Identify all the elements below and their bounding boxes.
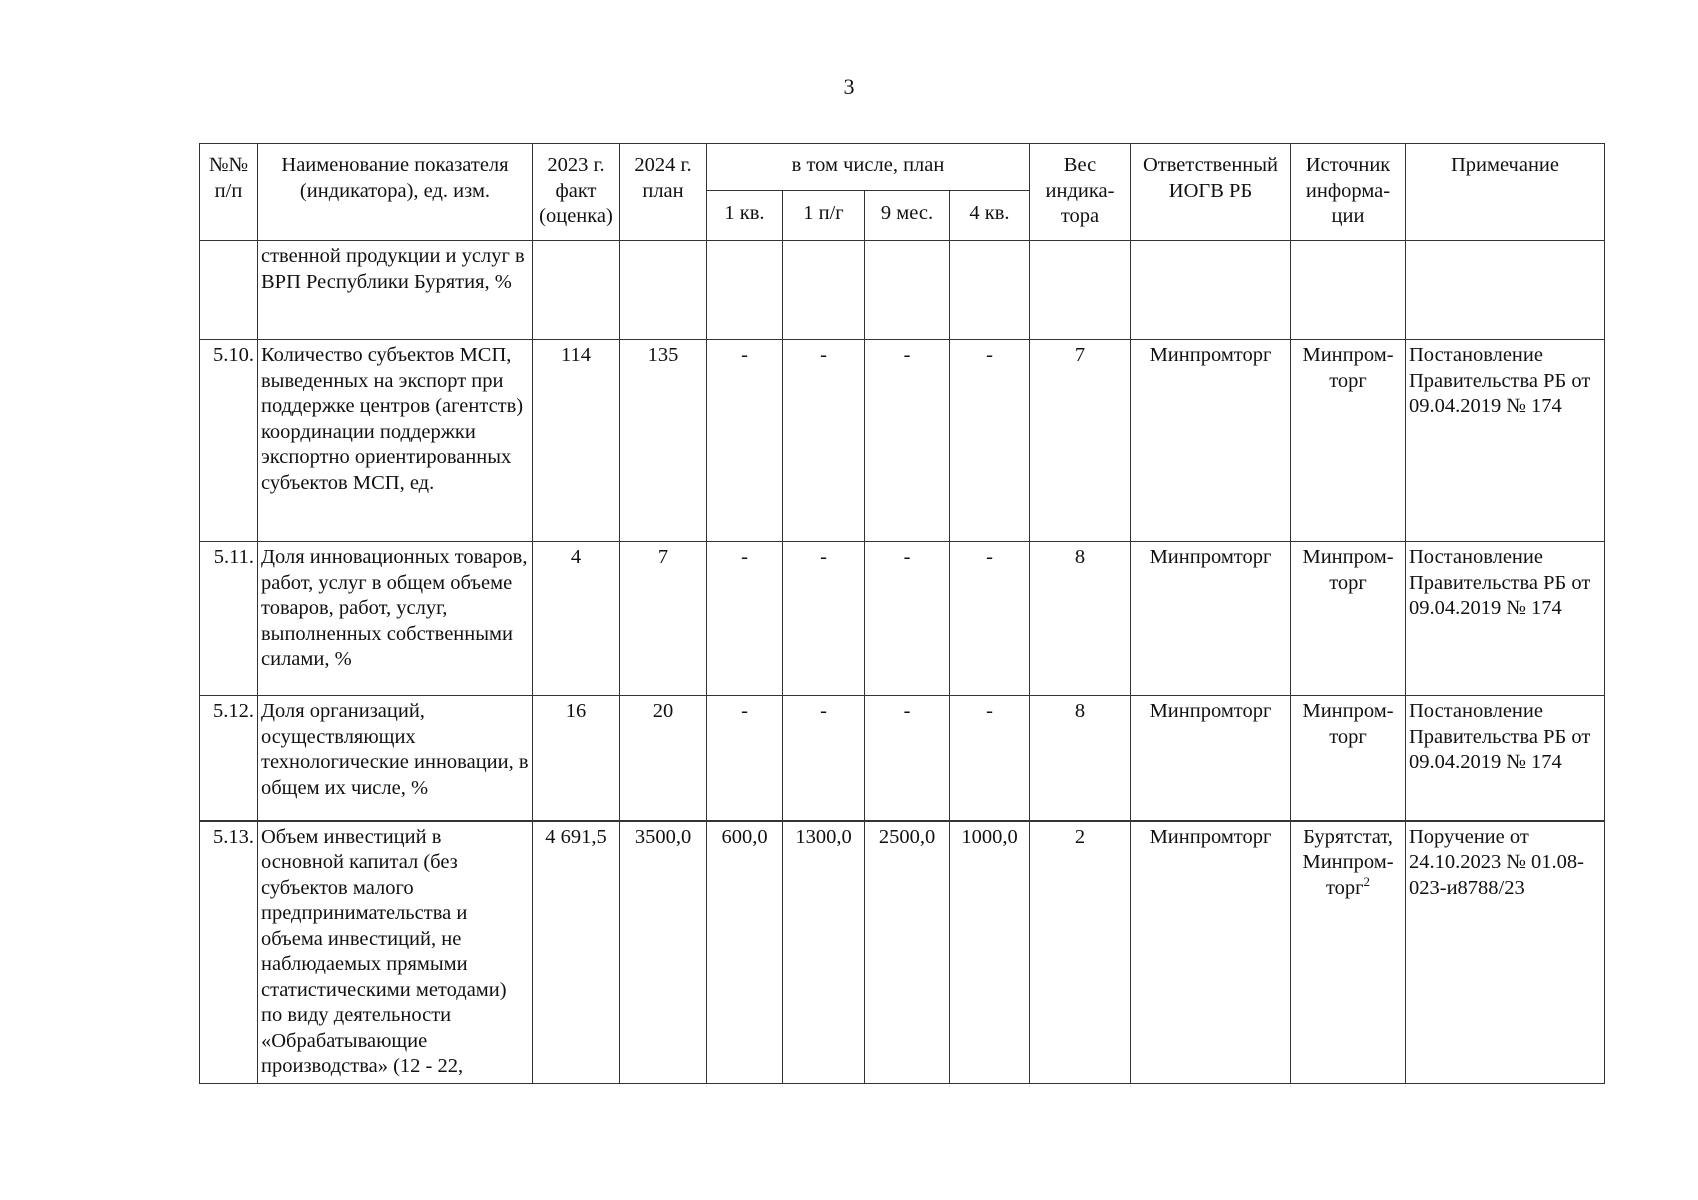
cell-name: Количество субъектов МСП, выведенных на экспорт при поддержке центров (агентств) координации поддержки экспортно ориентированных субъектов МСП, ед. bbox=[258, 340, 533, 542]
cell-weight bbox=[1030, 241, 1131, 340]
header-responsible: Ответственный ИОГВ РБ bbox=[1131, 144, 1291, 241]
cell-num: 5.13. bbox=[200, 821, 258, 1084]
page-number: 3 bbox=[843, 74, 855, 99]
cell-name: Доля инновационных товаров, работ, услуг в общем объеме товаров, работ, услуг, выполненных собственными силами, % bbox=[258, 542, 533, 696]
cell-q1: 600,0 bbox=[707, 821, 783, 1084]
table-row bbox=[200, 340, 1605, 542]
header-q1: 1 кв. bbox=[707, 191, 783, 241]
header-2023: 2023 г. факт (оценка) bbox=[533, 144, 620, 241]
cell-source: Минпром-торг bbox=[1291, 696, 1406, 821]
cell-q1: - bbox=[707, 542, 783, 696]
cell-2024: 135 bbox=[620, 340, 707, 542]
cell-note: Постановление Правительства РБ от 09.04.2019 № 174 bbox=[1406, 542, 1605, 696]
cell-2023 bbox=[533, 241, 620, 340]
cell-9m: 2500,0 bbox=[865, 821, 950, 1084]
table-row bbox=[200, 696, 1605, 821]
cell-2023: 4 691,5 bbox=[533, 821, 620, 1084]
header-name: Наименование показателя (индикатора), ед. изм. bbox=[258, 144, 533, 241]
cell-q4: 1000,0 bbox=[950, 821, 1030, 1084]
cell-2024: 20 bbox=[620, 696, 707, 821]
cell-num: 5.11. bbox=[200, 542, 258, 696]
header-plan-group: в том числе, план bbox=[707, 144, 1030, 191]
cell-q4: - bbox=[950, 340, 1030, 542]
header-q4: 4 кв. bbox=[950, 191, 1030, 241]
header-note: Примечание bbox=[1406, 144, 1605, 241]
header-h1: 1 п/г bbox=[783, 191, 865, 241]
table-header bbox=[200, 144, 1605, 241]
cell-9m: - bbox=[865, 696, 950, 821]
table-row bbox=[200, 542, 1605, 696]
cell-q4: - bbox=[950, 542, 1030, 696]
cell-note: Поручение от 24.10.2023 № 01.08-023-и8788/23 bbox=[1406, 821, 1605, 1084]
cell-name: Объем инвестиций в основной капитал (без субъектов малого предпринимательства и объема инвестиций, не наблюдаемых прямыми статистическими методами) по виду деятельности «Обрабатывающие производства» (12 - 22, bbox=[258, 821, 533, 1084]
indicators-table bbox=[199, 143, 1605, 1084]
cell-9m bbox=[865, 241, 950, 340]
header-2024: 2024 г. план bbox=[620, 144, 707, 241]
cell-q1: - bbox=[707, 340, 783, 542]
cell-responsible: Минпромторг bbox=[1131, 696, 1291, 821]
cell-source-text: Бурятстат, Минпром-торг bbox=[1302, 825, 1394, 899]
cell-source bbox=[1291, 821, 1406, 1084]
header-num: №№ п/п bbox=[200, 144, 258, 241]
header-source: Источник информа-ции bbox=[1291, 144, 1406, 241]
cell-h1: - bbox=[783, 696, 865, 821]
cell-num: 5.10. bbox=[200, 340, 258, 542]
cell-source bbox=[1291, 241, 1406, 340]
cell-weight: 8 bbox=[1030, 542, 1131, 696]
cell-name: Доля организаций, осуществляющих технологические инновации, в общем их числе, % bbox=[258, 696, 533, 821]
cell-h1: - bbox=[783, 542, 865, 696]
header-9m: 9 мес. bbox=[865, 191, 950, 241]
table-row bbox=[200, 821, 1605, 1084]
cell-9m: - bbox=[865, 340, 950, 542]
cell-q1: - bbox=[707, 696, 783, 821]
cell-weight: 7 bbox=[1030, 340, 1131, 542]
cell-responsible: Минпромторг bbox=[1131, 542, 1291, 696]
cell-q4: - bbox=[950, 696, 1030, 821]
footnote-marker: 2 bbox=[1363, 873, 1371, 889]
cell-2023: 114 bbox=[533, 340, 620, 542]
header-weight: Вес индика-тора bbox=[1030, 144, 1131, 241]
cell-h1: 1300,0 bbox=[783, 821, 865, 1084]
cell-source: Минпром-торг bbox=[1291, 542, 1406, 696]
cell-note bbox=[1406, 241, 1605, 340]
cell-source: Минпром-торг bbox=[1291, 340, 1406, 542]
cell-name: ственной продукции и услуг в ВРП Республики Бурятия, % bbox=[258, 241, 533, 340]
cell-responsible bbox=[1131, 241, 1291, 340]
cell-q4 bbox=[950, 241, 1030, 340]
cell-responsible: Минпромторг bbox=[1131, 821, 1291, 1084]
cell-2024: 3500,0 bbox=[620, 821, 707, 1084]
cell-9m: - bbox=[865, 542, 950, 696]
cell-note: Постановление Правительства РБ от 09.04.2019 № 174 bbox=[1406, 696, 1605, 821]
cell-2024: 7 bbox=[620, 542, 707, 696]
table-row bbox=[200, 241, 1605, 340]
cell-num bbox=[200, 241, 258, 340]
cell-h1 bbox=[783, 241, 865, 340]
cell-h1: - bbox=[783, 340, 865, 542]
cell-num: 5.12. bbox=[200, 696, 258, 821]
cell-weight: 2 bbox=[1030, 821, 1131, 1084]
cell-2024 bbox=[620, 241, 707, 340]
cell-weight: 8 bbox=[1030, 696, 1131, 821]
cell-responsible: Минпромторг bbox=[1131, 340, 1291, 542]
cell-2023: 16 bbox=[533, 696, 620, 821]
cell-2023: 4 bbox=[533, 542, 620, 696]
cell-q1 bbox=[707, 241, 783, 340]
cell-note: Постановление Правительства РБ от 09.04.2019 № 174 bbox=[1406, 340, 1605, 542]
